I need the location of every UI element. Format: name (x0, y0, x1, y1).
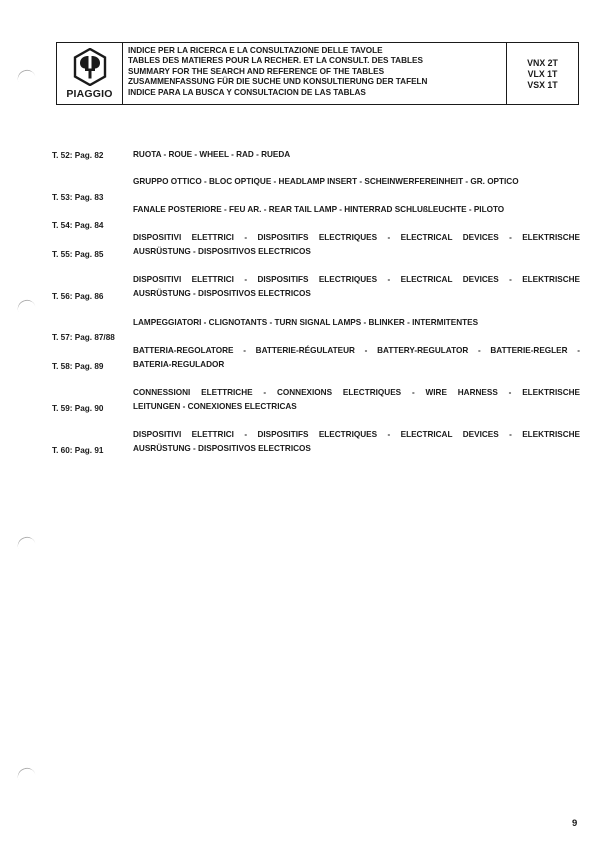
model-vnx: VNX 2T (527, 57, 558, 68)
title-line-fr: TABLES DES MATIERES POUR LA RECHER. ET LA CONSULT. DES TABLES (128, 56, 423, 66)
table-ref: T. 56: Pag. 86 (52, 292, 104, 301)
logo (57, 43, 123, 104)
table-description (133, 386, 580, 414)
description-line: AUSRÜSTUNG - DISPOSITIVOS ELECTRICOS (133, 444, 311, 453)
table-description (133, 273, 580, 301)
table-ref: T. 60: Pag. 91 (52, 446, 104, 455)
table-ref: T. 59: Pag. 90 (52, 404, 104, 413)
title-line-es: INDICE PARA LA BUSCA Y CONSULTACION DE LAS TABLAS (128, 87, 366, 97)
punch-hole-mark (15, 535, 36, 553)
table-description (133, 316, 580, 330)
description-line: LEITUNGEN - CONEXIONES ELECTRICAS (133, 402, 297, 411)
logo-text: PIAGGIO (66, 88, 113, 100)
title-line-it: INDICE PER LA RICERCA E LA CONSULTAZIONE DELLE TAVOLE (128, 46, 383, 55)
description-line: DISPOSITIVI ELETTRICI - DISPOSITIFS ELECTRIQUES - ELECTRICAL DEVICES - ELEKTRISCHE (133, 275, 580, 284)
description-line: CONNESSIONI ELETTRICHE - CONNEXIONS ELECTRIQUES - WIRE HARNESS - ELEKTRISCHE (133, 388, 580, 397)
piaggio-logo-icon (73, 48, 107, 86)
punch-hole-mark (15, 766, 36, 784)
description-line: BATERIA-REGULADOR (133, 360, 225, 369)
table-ref: T. 52: Pag. 82 (52, 151, 104, 160)
table-ref: T. 54: Pag. 84 (52, 221, 104, 230)
description-line: GRUPPO OTTICO - BLOC OPTIQUE - HEADLAMP INSERT - SCHEINWERFEREINHEIT - GR. OPTICO (133, 177, 519, 186)
model-vsx: VSX 1T (527, 79, 558, 90)
table-description (133, 203, 580, 217)
table-description (133, 428, 580, 456)
table-description (133, 344, 580, 372)
description-line: AUSRÜSTUNG - DISPOSITIVOS ELECTRICOS (133, 247, 311, 256)
table-ref: T. 58: Pag. 89 (52, 362, 104, 371)
table-description (133, 231, 580, 259)
page-number: 9 (572, 818, 578, 829)
punch-hole-mark (15, 298, 36, 316)
table-description (133, 175, 580, 189)
description-line: RUOTA - ROUE - WHEEL - RAD - RUEDA (133, 150, 291, 159)
description-line: DISPOSITIVI ELETTRICI - DISPOSITIFS ELECTRIQUES - ELECTRICAL DEVICES - ELEKTRISCHE (133, 430, 580, 439)
description-line: LAMPEGGIATORI - CLIGNOTANTS - TURN SIGNAL LAMPS - BLINKER - INTERMITENTES (133, 318, 479, 327)
description-line: FANALE POSTERIORE - FEU AR. - REAR TAIL LAMP - HINTERRAD SCHLUßLEUCHTE - PILOTO (133, 205, 505, 214)
description-line: DISPOSITIVI ELETTRICI - DISPOSITIFS ELECTRIQUES - ELECTRICAL DEVICES - ELEKTRISCHE (133, 233, 580, 242)
punch-hole-mark (15, 68, 36, 86)
description-line: AUSRÜSTUNG - DISPOSITIVOS ELECTRICOS (133, 289, 311, 298)
title-line-en: SUMMARY FOR THE SEARCH AND REFERENCE OF THE TABLES (128, 66, 385, 76)
table-ref: T. 55: Pag. 85 (52, 250, 104, 259)
table-description (133, 148, 580, 162)
title-line-de: ZUSAMMENFASSUNG FÜR DIE SUCHE UND KONSULTIERUNG DER TAFELN (128, 77, 428, 87)
table-ref: T. 53: Pag. 83 (52, 193, 104, 202)
description-line: BATTERIA-REGOLATORE - BATTERIE-RÉGULATEUR - BATTERY-REGULATOR - BATTERIE-REGLER - (133, 346, 580, 355)
model-vlx: VLX 1T (527, 68, 558, 79)
header-box (56, 42, 579, 105)
header-title (123, 43, 507, 104)
model-list (507, 43, 578, 104)
table-ref: T. 57: Pag. 87/88 (52, 333, 115, 342)
